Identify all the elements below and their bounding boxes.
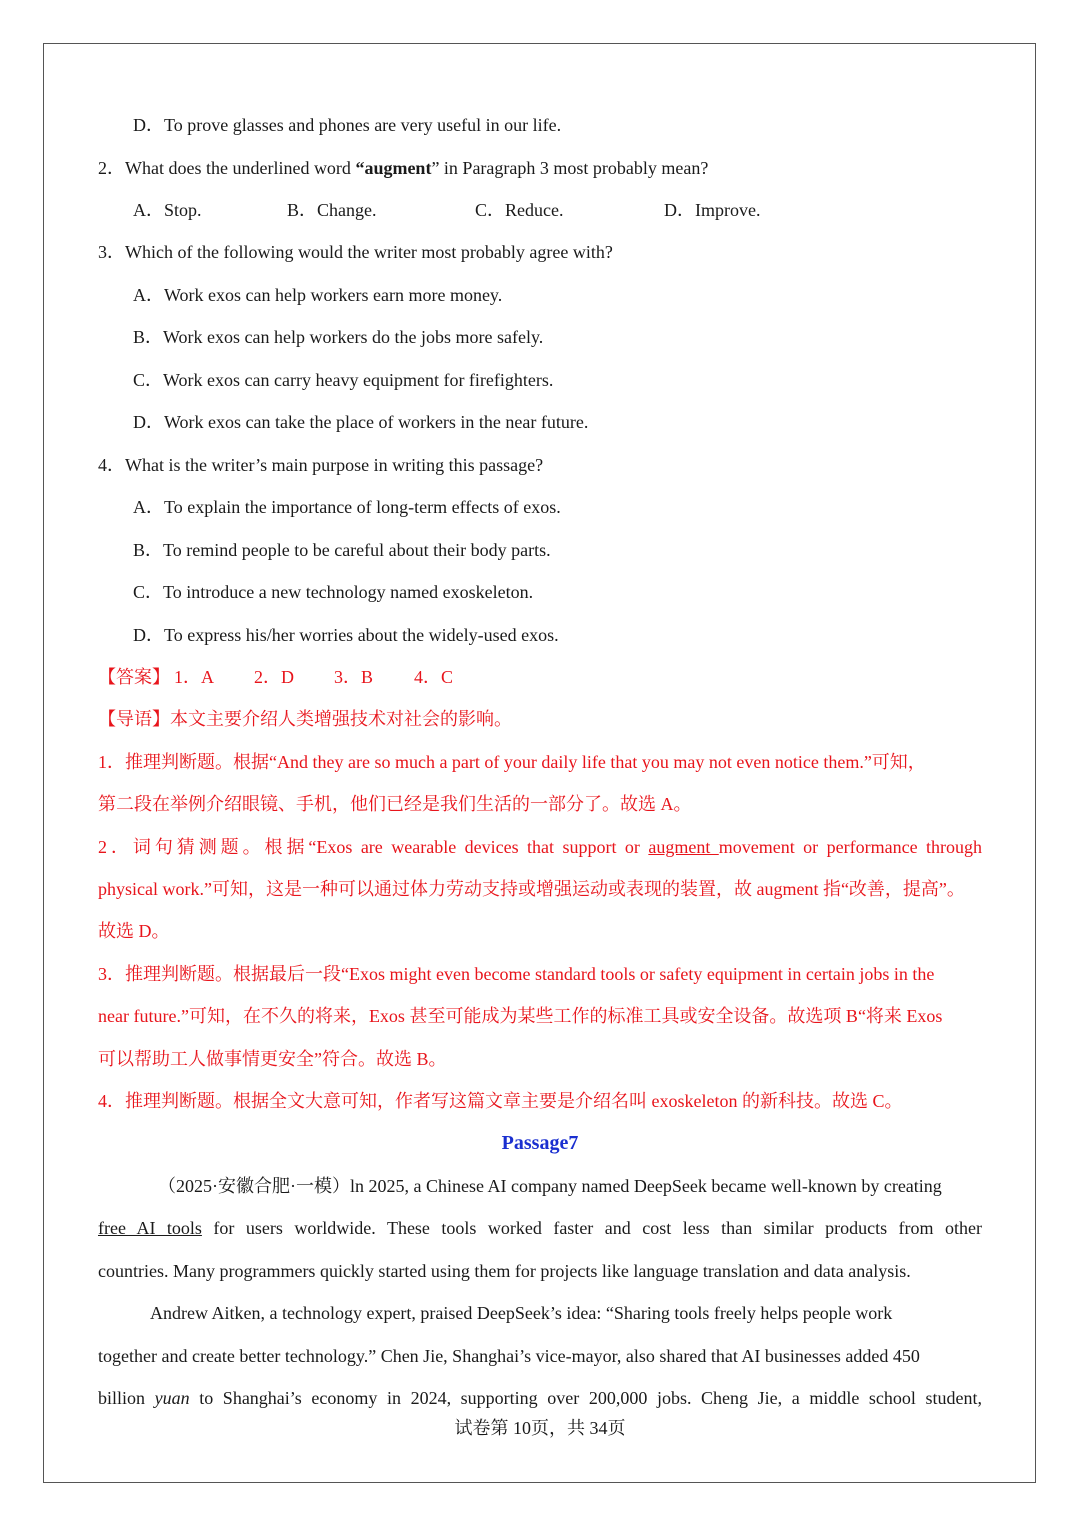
q2-option-c: C．Reduce. bbox=[475, 200, 564, 220]
explanation-1-line-2: 第二段在举例介绍眼镜、手机，他们已经是我们生活的一部分了。故选 A。 bbox=[98, 794, 692, 814]
q1-option-d: D．To prove glasses and phones are very useful in our life. bbox=[133, 115, 562, 135]
explanation-2-line-2: physical work.”可知，这是一种可以通过体力劳动支持或增强运动或表现的装置，故 augment 指“改善，提高”。 bbox=[98, 879, 965, 899]
passage-title: Passage7 bbox=[501, 1132, 579, 1154]
e2-underlined-word: augment bbox=[648, 837, 719, 857]
answer-label: 【答案】 bbox=[98, 667, 170, 687]
q2-option-d: D．Improve. bbox=[664, 200, 761, 220]
explanation-4-line-1: 4．推理判断题。根据全文大意可知，作者写这篇文章主要是介绍名叫 exoskeleton 的新科技。故选 C。 bbox=[98, 1091, 903, 1111]
q2-option-a: A．Stop. bbox=[133, 200, 202, 220]
passage-p1-line-2 bbox=[98, 1217, 982, 1239]
answer-4: 4．C bbox=[414, 667, 454, 687]
p2-l3-b: to Shanghai’s economy in 2024, supporting over 200,000 jobs. Cheng Jie, a middle school student, bbox=[189, 1388, 982, 1408]
q2-prefix: 2．What does the underlined word bbox=[98, 158, 356, 178]
explanation-3-line-2: near future.”可知，在不久的将来，Exos 甚至可能成为某些工作的标准工具或安全设备。故选项 B“将来 Exos bbox=[98, 1006, 943, 1026]
free-ai-tools-underlined: free AI tools bbox=[98, 1218, 202, 1238]
p2-l3-a: billion bbox=[98, 1388, 155, 1408]
guide-text: 【导语】本文主要介绍人类增强技术对社会的影响。 bbox=[98, 709, 512, 729]
q2-option-b: B．Change. bbox=[287, 200, 377, 220]
q3-option-a: A．Work exos can help workers earn more money. bbox=[133, 285, 503, 305]
q4-option-a: A．To explain the importance of long-term effects of exos. bbox=[133, 497, 561, 517]
question-3-stem: 3．Which of the following would the writer most probably agree with? bbox=[98, 242, 613, 262]
q2-keyword: “augment bbox=[355, 158, 432, 178]
passage-p2-line-1: Andrew Aitken, a technology expert, praised DeepSeek’s idea: “Sharing tools freely helps people work bbox=[150, 1303, 893, 1323]
q4-option-c: C．To introduce a new technology named exoskeleton. bbox=[133, 582, 534, 602]
passage-p2-line-2: together and create better technology.” Chen Jie, Shanghai’s vice-mayor, also shared that AI businesses added 450 bbox=[98, 1346, 920, 1366]
explanation-2-line-3: 故选 D。 bbox=[98, 921, 170, 941]
passage-p1-line-3: countries. Many programmers quickly started using them for projects like language translation and data analysis. bbox=[98, 1261, 911, 1281]
explanation-1-line-1: 1．推理判断题。根据“And they are so much a part of your daily life that you may not even notice them.”可知， bbox=[98, 752, 926, 772]
q4-option-b: B．To remind people to be careful about their body parts. bbox=[133, 540, 551, 560]
passage-p1-line-1: （2025·安徽合肥·一模）ln 2025, a Chinese AI company named DeepSeek became well-known by creating bbox=[158, 1176, 942, 1196]
question-2-stem bbox=[98, 157, 708, 179]
answer-1: 1．A bbox=[174, 667, 214, 687]
explanation-3-line-1: 3．推理判断题。根据最后一段“Exos might even become standard tools or safety equipment in certain jobs in the bbox=[98, 964, 935, 984]
q3-option-d: D．Work exos can take the place of workers in the near future. bbox=[133, 412, 589, 432]
question-4-stem: 4．What is the writer’s main purpose in writing this passage? bbox=[98, 455, 544, 475]
q2-suffix: ” in Paragraph 3 most probably mean? bbox=[431, 158, 709, 178]
e2-text-a: 2．词句猜测题。根据“Exos are wearable devices that support or bbox=[98, 837, 649, 857]
explanation-2-line-1 bbox=[98, 836, 982, 858]
p1-line-2-rest: for users worldwide. These tools worked faster and cost less than similar products from other bbox=[201, 1218, 982, 1238]
answer-3: 3．B bbox=[334, 667, 374, 687]
passage-p2-line-3 bbox=[98, 1387, 982, 1409]
explanation-3-line-3: 可以帮助工人做事情更安全”符合。故选 B。 bbox=[98, 1049, 447, 1069]
q3-option-b: B．Work exos can help workers do the jobs more safely. bbox=[133, 327, 544, 347]
q3-option-c: C．Work exos can carry heavy equipment for firefighters. bbox=[133, 370, 554, 390]
q4-option-d: D．To express his/her worries about the widely-used exos. bbox=[133, 625, 559, 645]
answer-2: 2．D bbox=[254, 667, 294, 687]
e2-text-b: movement or performance through bbox=[718, 837, 982, 857]
yuan-italic: yuan bbox=[154, 1388, 190, 1408]
page-footer: 试卷第 10页，共 34页 bbox=[454, 1418, 626, 1438]
